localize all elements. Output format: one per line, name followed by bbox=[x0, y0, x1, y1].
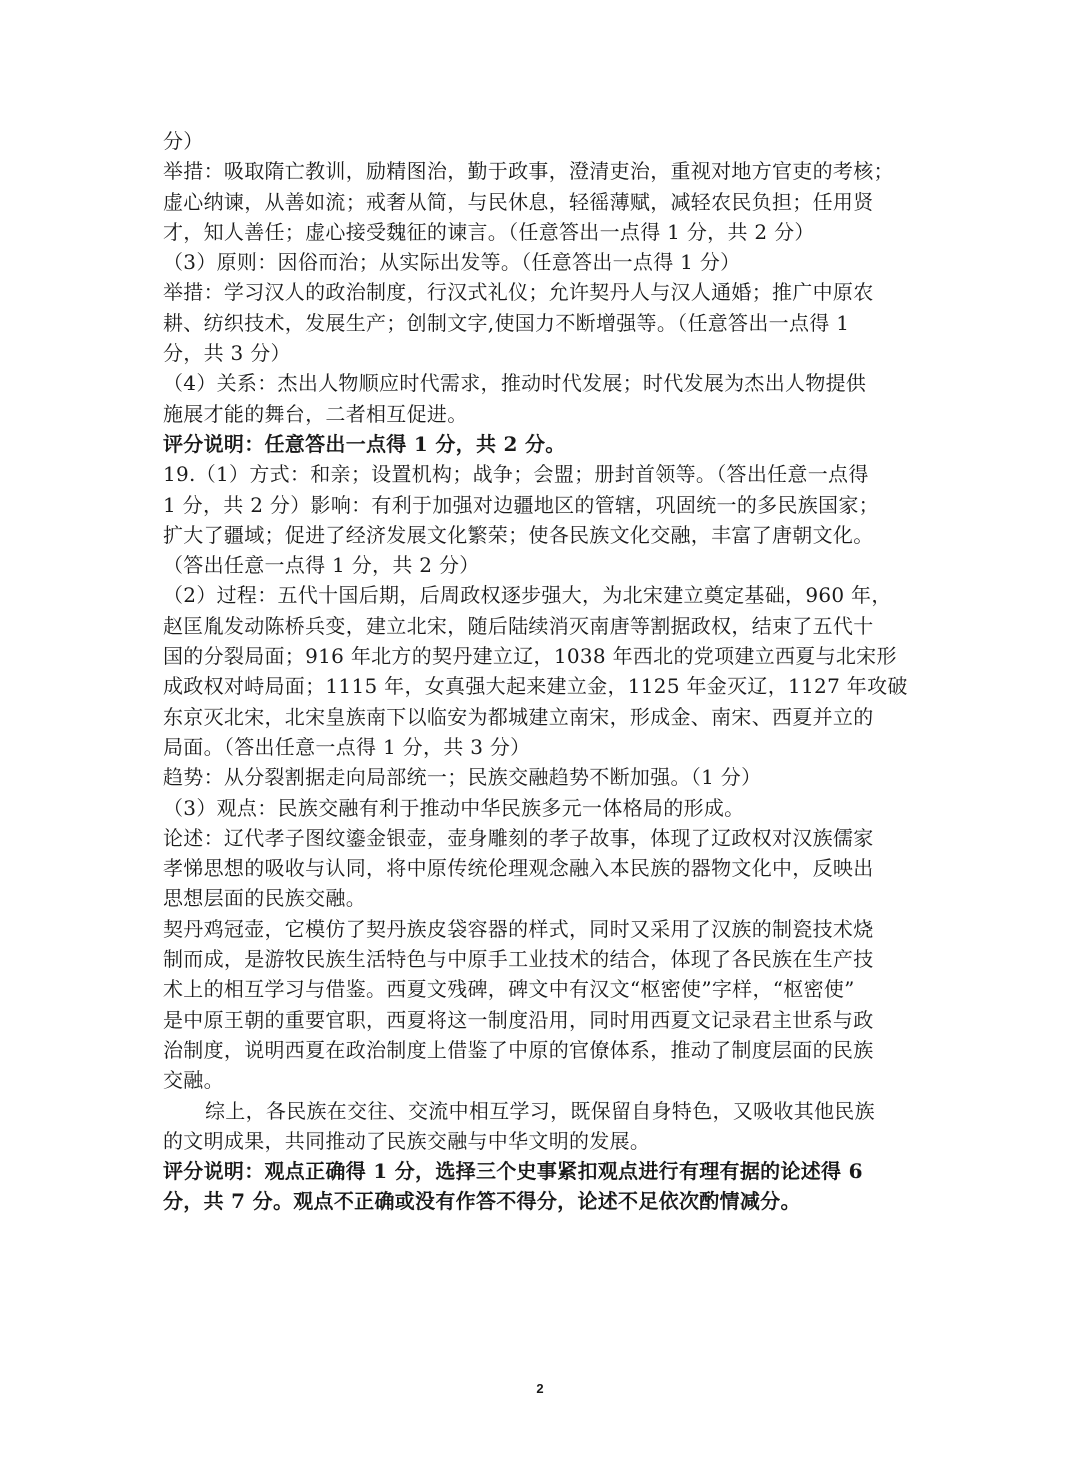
text-line: 1 分，共 2 分）影响：有利于加强对边疆地区的管辖，巩固统一的多民族国家； bbox=[163, 492, 879, 517]
text-line: 孝悌思想的吸收与认同，将中原传统伦理观念融入本民族的器物文化中，反映出 bbox=[163, 856, 874, 881]
text-line: （答出任意一点得 1 分，共 2 分） bbox=[163, 553, 480, 578]
text-line: 契丹鸡冠壶，它模仿了契丹族皮袋容器的样式，同时又采用了汉族的制瓷技术烧 bbox=[163, 916, 874, 941]
text-line: 交融。 bbox=[163, 1068, 224, 1093]
text-line: 术上的相互学习与借鉴。西夏文残碑，碑文中有汉文“枢密使”字样，“枢密使” bbox=[163, 977, 855, 1002]
text-line: 才，知人善任；虚心接受魏征的谏言。（任意答出一点得 1 分，共 2 分） bbox=[163, 219, 815, 244]
text-line: 施展才能的舞台，二者相互促进。 bbox=[163, 401, 468, 426]
text-line: 的文明成果，共同推动了民族交融与中华文明的发展。 bbox=[163, 1128, 651, 1153]
text-line: 分） bbox=[163, 129, 204, 153]
scoring-note: 评分说明：观点正确得 1 分，选择三个史事紧扣观点进行有理有据的论述得 6 bbox=[163, 1159, 863, 1184]
text-line: 局面。（答出任意一点得 1 分，共 3 分） bbox=[163, 734, 531, 759]
scoring-note: 评分说明：任意答出一点得 1 分，共 2 分。 bbox=[163, 431, 566, 456]
answer-key-text bbox=[163, 126, 923, 1217]
text-line: 制而成，是游牧民族生活特色与中原手工业技术的结合，体现了各民族在生产技 bbox=[163, 947, 874, 972]
text-line: 成政权对峙局面；1115 年，女真强大起来建立金，1125 年金灭辽，1127 年攻破 bbox=[163, 674, 908, 699]
text-line: 东京灭北宋，北宋皇族南下以临安为都城建立南宋，形成金、南宋、西夏并立的 bbox=[163, 704, 874, 729]
text-line: （3）原则：因俗而治；从实际出发等。（任意答出一点得 1 分） bbox=[163, 250, 741, 275]
text-line: 赵匡胤发动陈桥兵变，建立北宋，随后陆续消灭南唐等割据政权，结束了五代十 bbox=[163, 613, 874, 638]
text-line: 治制度，说明西夏在政治制度上借鉴了中原的官僚体系，推动了制度层面的民族 bbox=[163, 1037, 874, 1062]
text-line: 举措：学习汉人的政治制度，行汉式礼仪；允许契丹人与汉人通婚；推广中原农 bbox=[163, 280, 874, 305]
text-line: （3）观点：民族交融有利于推动中华民族多元一体格局的形成。 bbox=[163, 795, 745, 820]
question-19-line: 19.（1）方式：和亲；设置机构；战争；会盟；册封首领等。（答出任意一点得 bbox=[163, 462, 869, 487]
summary-paragraph-line: 综上，各民族在交往、交流中相互学习，既保留自身特色，又吸收其他民族 bbox=[205, 1098, 875, 1123]
page-number: 2 bbox=[536, 1381, 544, 1396]
text-line: 扩大了疆域；促进了经济发展文化繁荣；使各民族文化交融，丰富了唐朝文化。 bbox=[163, 522, 874, 547]
text-line: 分，共 3 分） bbox=[163, 341, 291, 366]
text-line: （2）过程：五代十国后期，后周政权逐步强大，为北宋建立奠定基础，960 年， bbox=[163, 583, 892, 608]
scoring-note: 分，共 7 分。观点不正确或没有作答不得分，论述不足依次酌情减分。 bbox=[163, 1189, 801, 1214]
text-line: 国的分裂局面；916 年北方的契丹建立辽，1038 年西北的党项建立西夏与北宋形 bbox=[163, 644, 897, 669]
text-line: 虚心纳谏，从善如流；戒奢从简，与民休息，轻徭薄赋，减轻农民负担；任用贤 bbox=[163, 189, 874, 214]
text-line: 耕、纺织技术，发展生产；创制文字,使国力不断增强等。（任意答出一点得 1 bbox=[163, 310, 850, 335]
text-line: 举措：吸取隋亡教训，励精图治，勤于政事，澄清吏治，重视对地方官吏的考核； bbox=[163, 159, 894, 184]
text-line: 思想层面的民族交融。 bbox=[163, 886, 366, 911]
text-line: 是中原王朝的重要官职，西夏将这一制度沿用，同时用西夏文记录君主世系与政 bbox=[163, 1007, 874, 1032]
text-line: 论述：辽代孝子图纹鎏金银壶，壶身雕刻的孝子故事，体现了辽政权对汉族儒家 bbox=[163, 825, 874, 850]
text-line: （4）关系：杰出人物顺应时代需求，推动时代发展；时代发展为杰出人物提供 bbox=[163, 371, 867, 396]
text-line: 趋势：从分裂割据走向局部统一；民族交融趋势不断加强。（1 分） bbox=[163, 765, 762, 790]
